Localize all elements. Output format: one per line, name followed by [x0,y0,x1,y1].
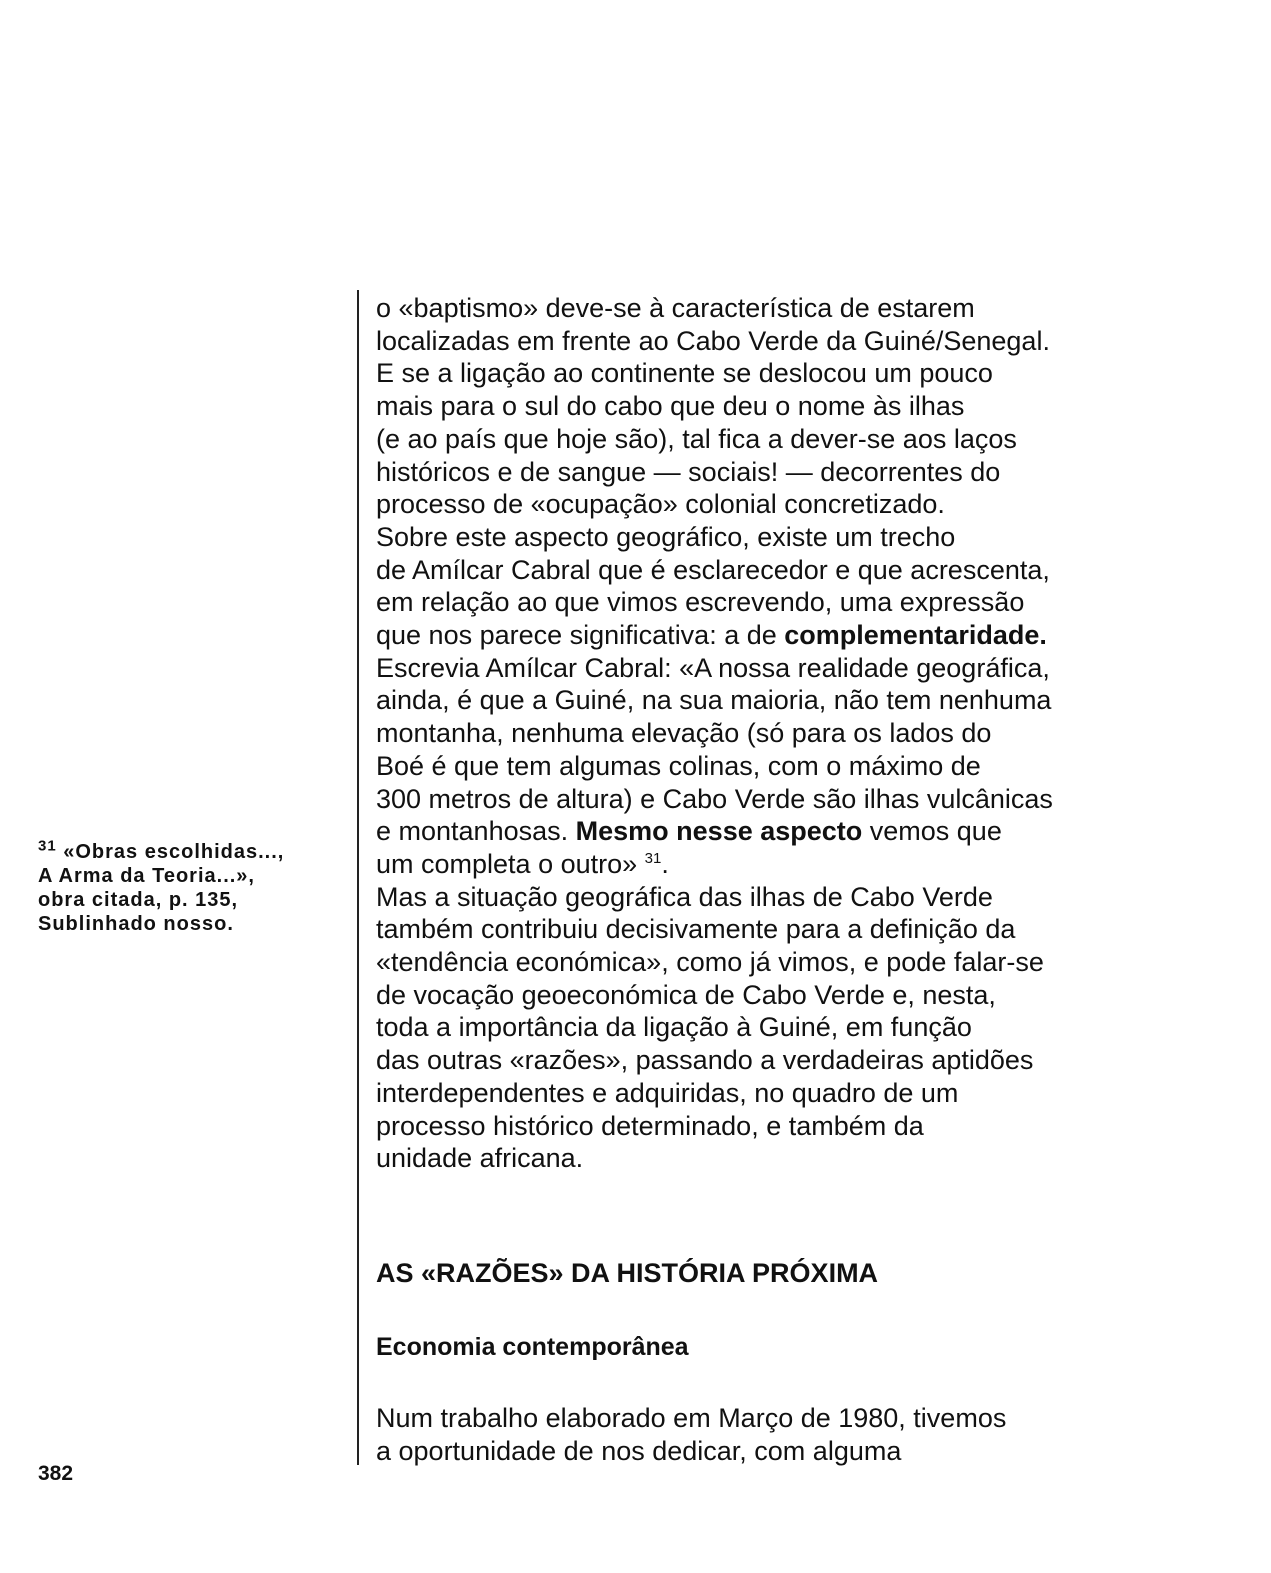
text-line [376,848,1216,881]
text-line [376,456,1216,489]
text-line [376,1077,1216,1110]
text-line [376,913,1216,946]
text-segment: montanha, nenhuma elevação (só para os lados do [376,718,992,749]
text-segment: que nos parece significativa: a de [376,620,785,651]
text-segment: localizadas em frente ao Cabo Verde da Guiné/Senegal. [376,325,1050,356]
text-line [376,815,1216,848]
text-line [376,750,1216,783]
text-line [376,783,1216,816]
footnote-reference: 31 [644,849,662,867]
body-text [376,292,1216,1175]
text-segment: vemos que [862,816,1002,847]
text-line [376,521,1216,554]
section-heading: AS «RAZÕES» DA HISTÓRIA PRÓXIMA [376,1258,879,1288]
text-line [376,1110,1216,1143]
text-segment: mais para o sul do cabo que deu o nome às ilhas [376,391,965,422]
footnote-line: A Arma da Teoria...», [38,865,255,887]
page-number: 382 [38,1462,74,1485]
text-segment: e montanhosas. [376,816,576,847]
text-segment: Mas a situação geográfica das ilhas de Cabo Verde [376,881,993,912]
bold-text: complementaridade. [784,620,1047,651]
text-line [376,1044,1216,1077]
text-line [376,488,1216,521]
text-line [376,1011,1216,1044]
text-segment: toda a importância da ligação à Guiné, em função [376,1012,972,1043]
footnote-text: «Obras escolhidas..., [63,841,285,863]
text-segment: das outras «razões», passando a verdadeiras aptidões [376,1045,1034,1076]
text-segment: um completa o outro» [376,848,645,879]
text-segment: também contribuiu decisivamente para a definição da [376,914,1016,945]
text-segment: processo histórico determinado, e também da [376,1110,924,1141]
text-segment: interdependentes e adquiridas, no quadro de um [376,1077,959,1108]
paragraph [376,1402,1006,1467]
text-segment: o «baptismo» deve-se à característica de estarem [376,293,975,323]
text-line [376,292,1216,325]
text-line [376,357,1216,390]
text-segment: (e ao país que hoje são), tal fica a dever-se aos laços [376,423,1017,454]
footnote-line: obra citada, p. 135, [38,889,239,911]
text-segment: E se a ligação ao continente se deslocou um pouco [376,358,993,389]
text-line [376,554,1216,587]
text-segment: . [661,848,669,879]
text-line [376,423,1216,456]
subsection-heading: Economia contemporânea [376,1333,689,1361]
footnote-line: Sublinhado nosso. [38,913,234,935]
text-line [376,979,1216,1012]
footnote [38,837,285,936]
text-segment: processo de «ocupação» colonial concretizado. [376,489,945,520]
footnote-line [38,837,285,864]
text-segment: Escrevia Amílcar Cabral: «A nossa realidade geográfica, [376,652,1050,683]
text-line: a oportunidade de nos dedicar, com alguma [376,1435,902,1466]
text-line [376,1142,1216,1175]
text-line [376,946,1216,979]
footnote-number: 31 [38,837,57,855]
text-segment: de vocação geoeconómica de Cabo Verde e, nesta, [376,979,996,1010]
text-line [376,586,1216,619]
text-segment: Sobre este aspecto geográfico, existe um trecho [376,521,956,552]
text-line [376,881,1216,914]
text-segment: «tendência económica», como já vimos, e pode falar-se [376,947,1044,978]
bold-text: Mesmo nesse aspecto [575,816,863,847]
text-line: Num trabalho elaborado em Março de 1980, tivemos [376,1403,1007,1433]
text-line [376,717,1216,750]
text-segment: Boé é que tem algumas colinas, com o máximo de [376,750,981,781]
text-line [376,390,1216,423]
text-line [376,684,1216,717]
text-line [376,619,1216,652]
margin-rule [357,290,359,1465]
text-segment: em relação ao que vimos escrevendo, uma expressão [376,587,1025,618]
text-line [376,325,1216,358]
text-line [376,652,1216,685]
text-segment: de Amílcar Cabral que é esclarecedor e que acrescenta, [376,554,1050,585]
text-segment: 300 metros de altura) e Cabo Verde são ilhas vulcânicas [376,783,1053,814]
text-segment: unidade africana. [376,1143,584,1174]
text-segment: ainda, é que a Guiné, na sua maioria, não tem nenhuma [376,685,1052,716]
text-segment: históricos e de sangue — sociais! — decorrentes do [376,456,1001,487]
